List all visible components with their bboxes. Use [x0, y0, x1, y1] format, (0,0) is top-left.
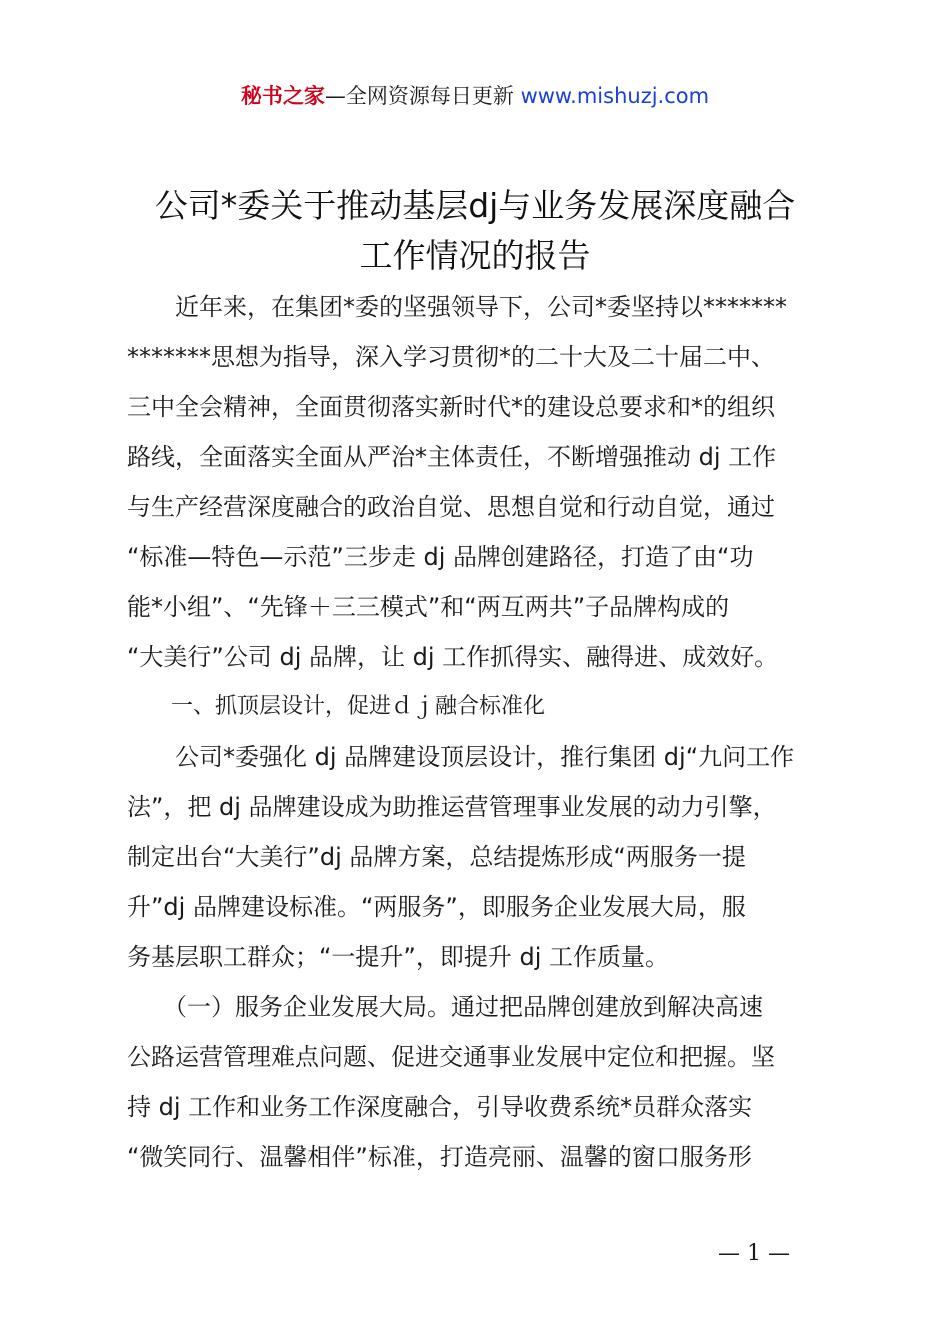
section-heading: 一、抓顶层设计，促进ｄｊ融合标准化	[127, 694, 546, 719]
page-number: — 1 —	[718, 1241, 790, 1266]
banner-tagline: —全网资源每日更新	[324, 84, 521, 108]
site-url-link[interactable]: www.mishuzj.com	[520, 84, 710, 108]
body-line: 升”dj 品牌建设标准。“两服务”，即服务企业发展大局，服	[127, 893, 746, 921]
body-line: 路线，全面落实全面从严治*主体责任，不断增强推动 dj 工作	[127, 443, 777, 471]
document-title-line-1: 公司*委关于推动基层dj与业务发展深度融合	[154, 186, 796, 225]
body-line: 法”，把 dj 品牌建设成为助推运营管理事业发展的动力引擎，	[127, 793, 777, 821]
body-line: 与生产经营深度融合的政治自觉、思想自觉和行动自觉，通过	[127, 493, 775, 521]
document-title-line-2: 工作情况的报告	[359, 236, 591, 275]
brand-name: 秘书之家	[240, 84, 325, 108]
body-line: “标准—特色—示范”三步走 dj 品牌创建路径，打造了由“功	[127, 543, 754, 571]
body-line: “大美行”公司 dj 品牌，让 dj 工作抓得实、融得进、成效好。	[127, 643, 779, 671]
body-line: 三中全会精神，全面贯彻落实新时代*的建设总要求和*的组织	[127, 393, 775, 421]
body-line: 能*小组”、“先锋＋三三模式”和“两互两共”子品牌构成的	[127, 593, 730, 621]
body-line: 制定出台“大美行”dj 品牌方案，总结提炼形成“两服务一提	[127, 843, 746, 871]
body-line: 务基层职工群众；“一提升”，即提升 dj 工作质量。	[127, 943, 670, 971]
body-line: 持 dj 工作和业务工作深度融合，引导收费系统*员群众落实	[127, 1093, 753, 1121]
document-body	[127, 282, 833, 1182]
body-line: *******思想为指导，深入学习贯彻*的二十大及二十届二中、	[127, 343, 775, 371]
body-line: 近年来，在集团*委的坚强领导下，公司*委坚持以*******	[127, 293, 787, 321]
body-line: （一）服务企业发展大局。通过把品牌创建放到解决高速	[127, 993, 763, 1021]
body-line: “微笑同行、温馨相伴”标准，打造亮丽、温馨的窗口服务形	[127, 1143, 752, 1171]
body-line: 公司*委强化 dj 品牌建设顶层设计，推行集团 dj“九问工作	[127, 743, 795, 771]
site-banner	[0, 80, 950, 112]
body-line: 公路运营管理难点问题、促进交通事业发展中定位和把握。坚	[127, 1043, 775, 1071]
